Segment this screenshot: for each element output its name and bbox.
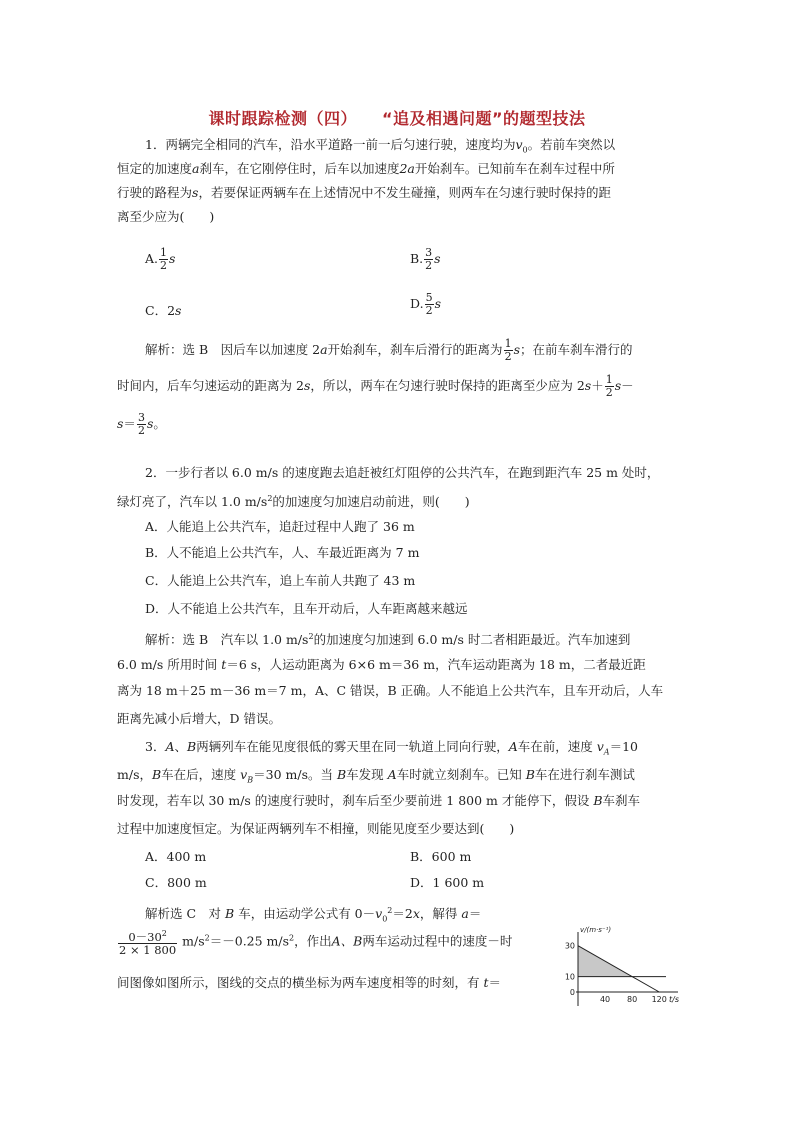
q3-solution-line-2: $\frac{0-30^2}{2 \times 1 800}$ $m/s^2=-0.25$ $m/s^2$，作出A、B两车运动过程中的速度－时 [119, 929, 513, 957]
x-tick-label: 120 [651, 995, 667, 1004]
velocity-time-chart [562, 924, 680, 1019]
q3-line-3: 时发现，若车以 30 m/s 的速度行驶时，刹车后至少要前进 1 800 m 才能停下，假设 B车刹车 [117, 793, 641, 808]
q2-line-1: 2．一步行者以 6.0 m/s 的速度跑去追赶被红灯阻停的公共汽车，在跑到距汽车 25 m 处时， [145, 465, 660, 480]
q3-option-d: D．1 600 m [410, 875, 485, 890]
q1-solution-line-1: 解析：选 B 因后车以加速度 2a开始刹车，刹车后滑行的距离为 $\frac{1}{2}$ s；在前车刹车滑行的 [145, 337, 633, 363]
x-axis-label: t/s [669, 995, 679, 1004]
q3-solution-line-1: 解析选 C 对 B 车，由运动学公式有 $0-v_0^2=2x$，解得 a＝ [145, 906, 482, 924]
q3-solution-line-3: 间图像如图所示，图线的交点的横坐标为两车速度相等的时刻，有 t＝ [117, 975, 502, 990]
x-tick-label: 80 [627, 995, 638, 1004]
q1-line-2: 恒定的加速度a刹车，在它刚停住时，后车以加速度2a开始刹车。已知前车在刹车过程中所 [117, 161, 615, 176]
q1-option-c: C．2s [145, 303, 182, 318]
q1-solution-line-3: s＝ $\frac{3}{2}$ s。 [117, 411, 166, 437]
q1-line-4: 离至少应为( ) [117, 209, 215, 224]
q2-solution-line-1: 解析：选 B 汽车以 1.0 $m/s^2$的加速度匀加速到 6.0 m/s 时二者相距最近。汽车加速到 [145, 632, 631, 648]
q3-line-2: m/s，B车在后，速度 $v_B=30$ m/s。当 B车发现 A车时就立刻刹车。已知 B车在进行刹车测试 [117, 767, 635, 785]
q1-option-d: D. $\frac{5}{2}$ s [410, 291, 441, 317]
y-tick-label: 10 [564, 972, 575, 982]
y-axis-label: v/(m·s⁻¹) [580, 926, 612, 934]
q2-option-a: A．人能追上公共汽车，追赶过程中人跑了 36 m [145, 519, 415, 534]
q2-line-2: 绿灯亮了，汽车以 1.0 $m/s^2$的加速度匀加速启动前进，则( ) [117, 494, 470, 510]
q2-solution-line-2: 6.0 m/s 所用时间 t＝6 s，人运动距离为 6×6 m＝36 m，汽车运动距离为 18 m，二者最近距 [117, 657, 646, 672]
y-tick-label: 0 [569, 988, 575, 997]
q2-option-b: B．人不能追上公共汽车，人、车最近距离为 7 m [145, 545, 420, 560]
q3-line-1: 3．A、B两辆列车在能见度很低的雾天里在同一轨道上同向行驶，A车在前，速度 $v_A=10$ [145, 739, 638, 757]
q1-line-1: 1．两辆完全相同的汽车，沿水平道路一前一后匀速行驶，速度均为$v_0$。若前车突然以 [145, 137, 616, 155]
q3-option-a: A．400 m [145, 849, 207, 864]
q2-solution-line-3: 离为 18 m＋25 m－36 m＝7 m，A、C 错误，B 正确。人不能追上公共汽车，且车开动后，人车 [117, 683, 664, 698]
q3-line-4: 过程中加速度恒定。为保证两辆列车不相撞，则能见度至少要达到( ) [117, 821, 515, 836]
q3-option-b: B．600 m [410, 849, 472, 864]
page-title: 课时跟踪检测（四） “追及相遇问题”的题型技法 [208, 109, 586, 128]
q2-option-d: D．人不能追上公共汽车，且车开动后，人车距离越来越远 [145, 601, 468, 616]
q2-option-c: C．人能追上公共汽车，追上车前人共跑了 43 m [145, 573, 416, 588]
x-tick-label: 40 [599, 995, 611, 1004]
q2-solution-line-4: 距离先减小后增大，D 错误。 [117, 711, 281, 726]
q1-option-a: A. $\frac{1}{2}$ s [145, 246, 176, 272]
q1-line-3: 行驶的路程为s，若要保证两辆车在上述情况中不发生碰撞，则两车在匀速行驶时保持的距 [117, 185, 611, 200]
q1-option-b: B. $\frac{3}{2}$ s [410, 246, 441, 272]
q1-solution-line-2: 时间内，后车匀速运动的距离为 2s，所以，两车在匀速行驶时保持的距离至少应为 2s＋ $\frac{1}{2}$ s－ [117, 373, 634, 399]
y-tick-label: 30 [564, 941, 575, 951]
q3-option-c: C．800 m [145, 875, 207, 890]
